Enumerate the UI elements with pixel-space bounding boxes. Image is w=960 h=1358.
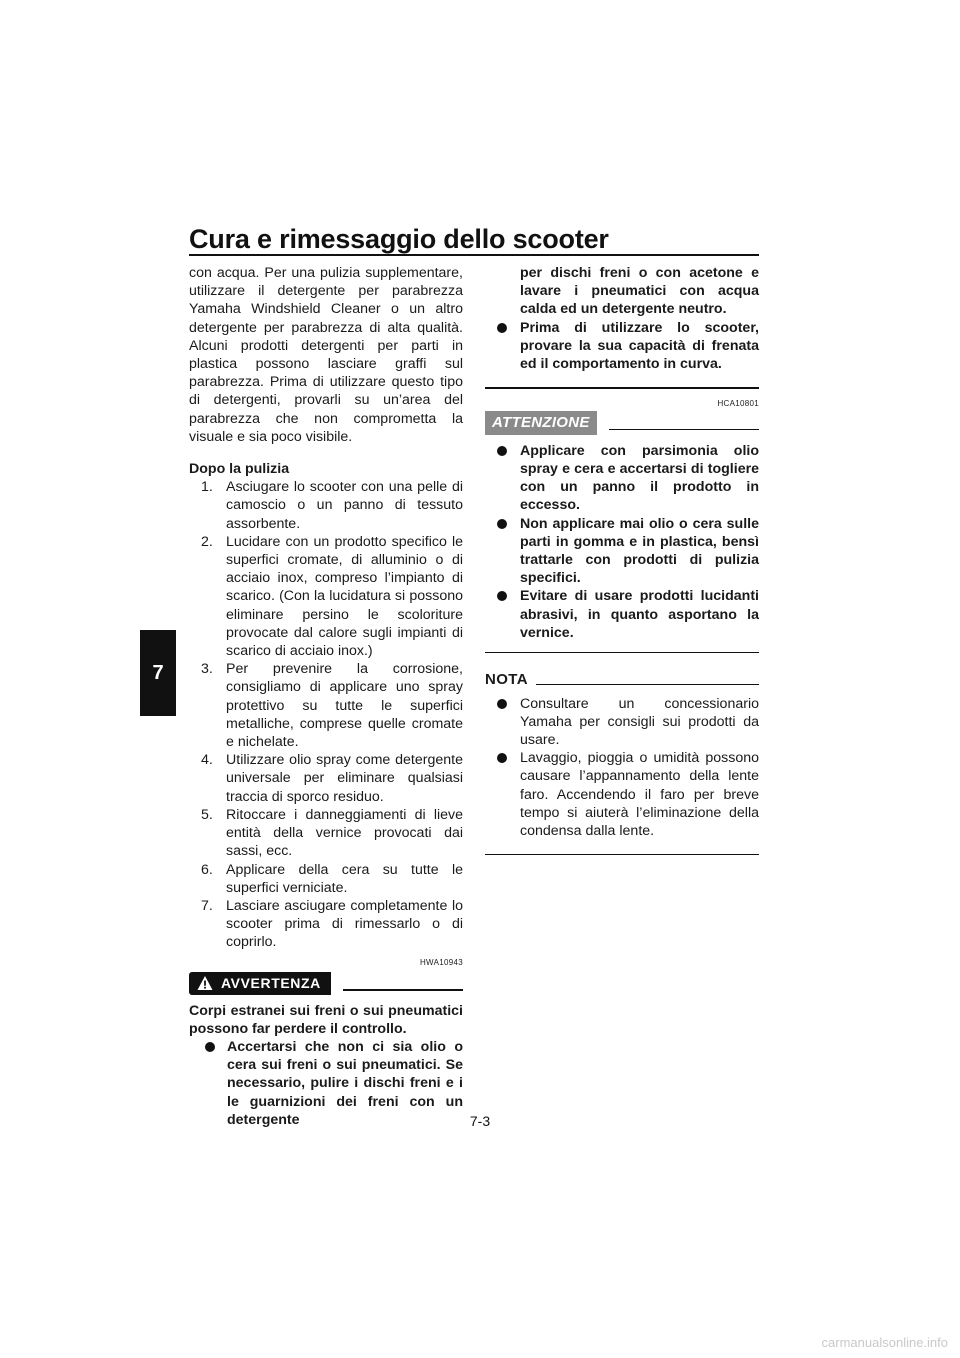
left-column [189,264,463,1129]
list-item: 1. Asciugare lo scooter con una pelle di camoscio o un panno di tessuto assorbente. [201,479,463,532]
bullet-icon [205,1042,215,1052]
page-title: Cura e rimessaggio dello scooter [189,224,609,254]
warning-header [189,972,463,995]
warning-header-rule [343,989,463,991]
list-item: 3. Per prevenire la corrosione, consigliamo di applicare uno spray protettivo su tutte le superfici metalliche, comprese quelle cromate e nichelate. [201,661,463,751]
list-item: 4. Utilizzare olio spray come detergente universale per eliminare qualsiasi traccia di sporco residuo. [201,752,463,805]
list-item: 6. Applicare della cera su tutte le superfici verniciate. [201,861,463,896]
note-header-rule [536,684,759,685]
chapter-number: 7 [152,661,164,684]
note-bullets [485,695,759,841]
bullet-icon [497,753,507,763]
list-item: Consultare un concessionario Yamaha per consigli sui prodotti da usare. [485,695,759,750]
list-item: 5. Ritoccare i danneggiamenti di lieve entità della vernice provocati dai sassi, ecc. [201,806,463,860]
title-rule [189,254,759,256]
bullet-icon [497,699,507,709]
bullet-icon [497,591,507,601]
caution-end-rule [485,652,759,654]
caution-code: HCA10801 [717,398,759,408]
page-number: 7-3 [469,1113,491,1129]
list-item: Applicare con parsimonia olio spray e cera e accertarsi di togliere con un panno il prodotto in eccesso. [485,442,759,515]
caution-header [485,411,759,435]
warning-end-rule [485,387,759,389]
bullet-icon [497,446,507,456]
list-item: Lavaggio, pioggia o umidità possono causare l’appannamento della lente faro. Accendendo il faro per breve tempo si aiuterà l’eliminazione della condensa dalla lente. [485,749,759,840]
warning-badge [189,972,331,995]
chapter-tab [140,630,176,716]
caution-bullets [485,442,759,642]
right-column [485,264,759,855]
warning-bullets-continued [485,264,759,373]
intro-paragraph: con acqua. Per una pulizia supplementare, utilizzare il detergente per parabrezza Yamaha Windshield Cleaner o un altro detergente per parabrezza di alta qualità. Alcuni prodotti detergenti per parti in plastica possono lasciare graffi sul parabrezza. Prima di utilizzare questo tipo di detergenti, provarli su un’area del parabrezza che non comprometta la visuale e sia poco visibile. [189,265,463,445]
note-label: NOTA [485,671,528,689]
watermark: carmanualsonline.info [821,1335,948,1350]
warning-triangle-icon [197,975,213,991]
note-end-rule [485,854,759,855]
list-item: Prima di utilizzare lo scooter, provare la sua capacità di frenata ed il comportamento in curva. [485,319,759,374]
warning-code: HWA10943 [419,957,463,967]
bullet-icon [497,323,507,333]
warning-bullets [189,1038,463,1129]
caution-header-rule [609,429,759,431]
warning-lead: Corpi estranei sui freni o sui pneumatici possono far perdere il controllo. [189,1002,463,1037]
bullet-icon [497,519,507,529]
note-header [485,671,759,689]
section-title: Dopo la pulizia [189,461,290,478]
cleaning-steps-list [189,478,463,951]
list-item: per dischi freni o con acetone e lavare i pneumatici con acqua calda ed un detergente neutro. [520,265,759,318]
list-item: 2. Lucidare con un prodotto specifico le superfici cromate, di alluminio o di acciaio inox, compreso l’impianto di scarico. (Con la lucidatura si possono eliminare persino le scoloriture provocate dal calore sugli impianti di scarico di acciaio inox.) [201,533,463,660]
list-item: 7. Lasciare asciugare completamente lo scooter prima di rimessarlo o di coprirlo. [201,897,463,951]
caution-badge: ATTENZIONE [485,411,597,435]
list-item: Non applicare mai olio o cera sulle parti in gomma e in plastica, bensì trattarle con prodotti di pulizia specifici. [485,515,759,588]
warning-label: AVVERTENZA [221,974,321,991]
list-item: Evitare di usare prodotti lucidanti abrasivi, in quanto asportano la vernice. [485,587,759,642]
list-item: Accertarsi che non ci sia olio o cera sui freni o sui pneumatici. Se necessario, pulire i dischi freni e i le guarnizioni dei freni con un detergente [189,1038,463,1129]
